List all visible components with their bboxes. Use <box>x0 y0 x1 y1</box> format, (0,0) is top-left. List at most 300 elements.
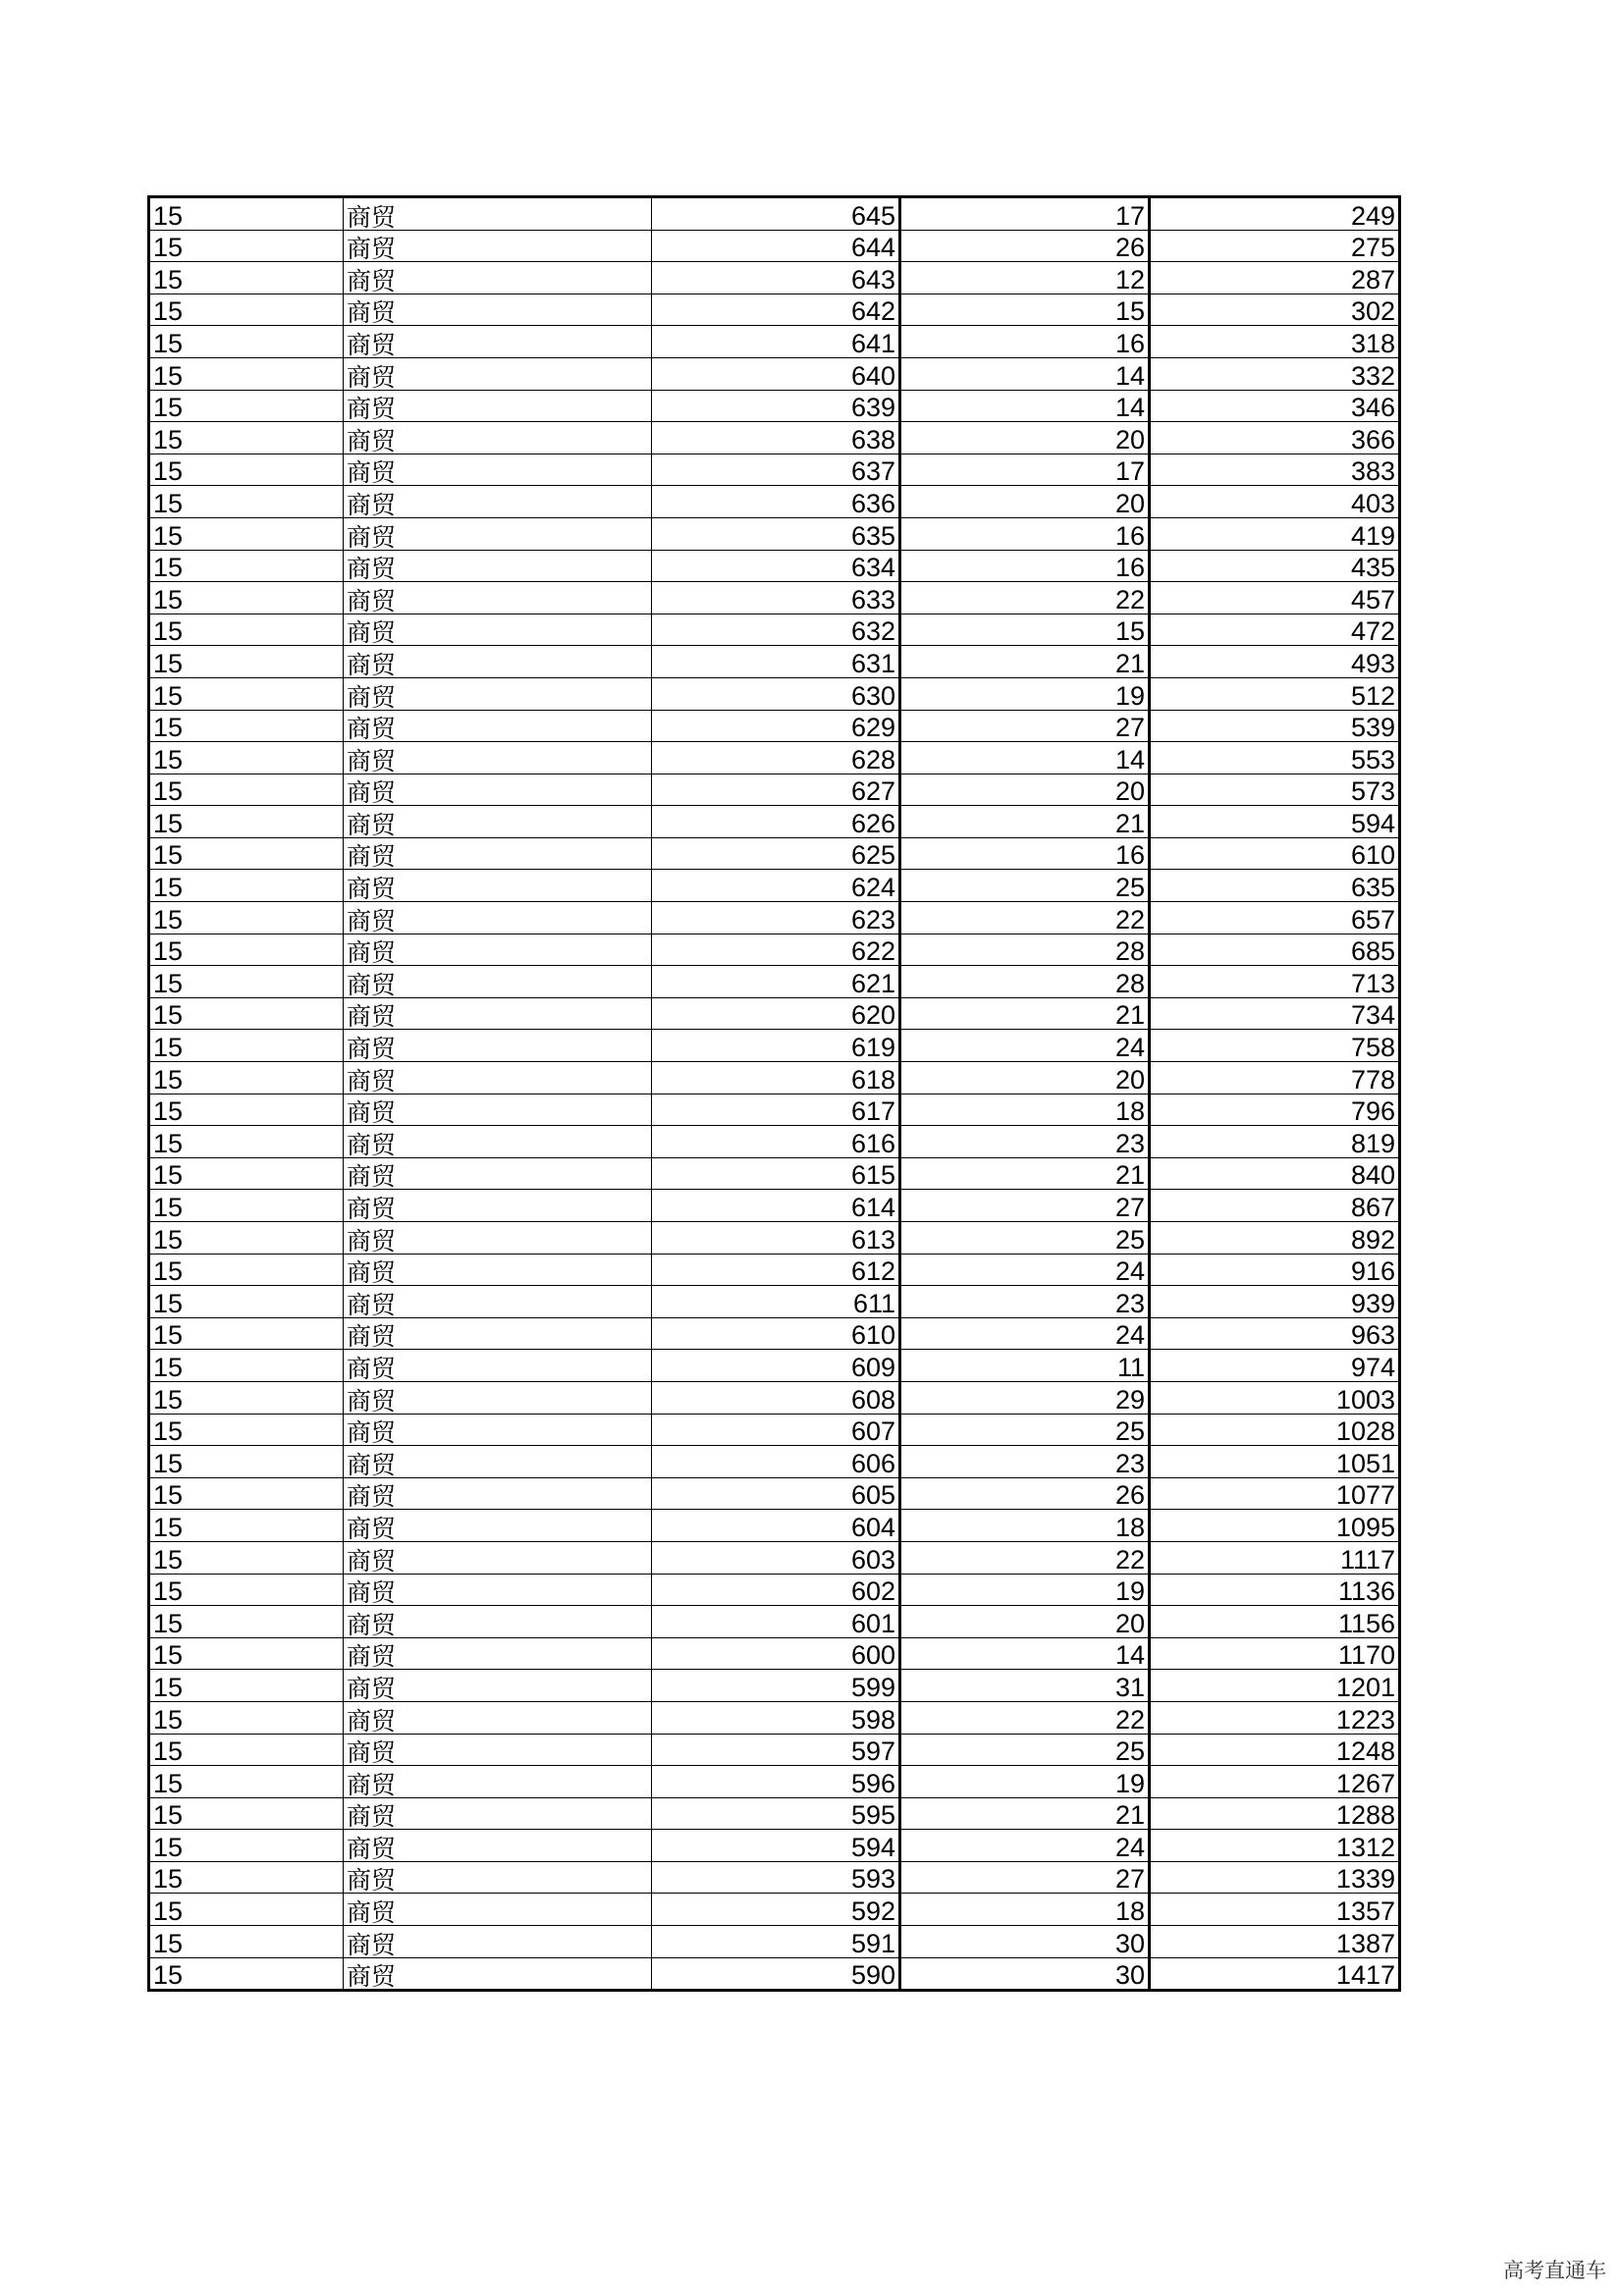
cell-score: 644 <box>652 230 900 262</box>
cell-cumulative: 610 <box>1150 837 1400 870</box>
cell-category: 商贸 <box>344 1477 652 1510</box>
cell-count: 21 <box>900 646 1150 678</box>
cell-category: 商贸 <box>344 934 652 966</box>
cell-category: 商贸 <box>344 1222 652 1255</box>
cell-count: 27 <box>900 1190 1150 1222</box>
table-row <box>149 454 1400 486</box>
table-row <box>149 774 1400 806</box>
cell-category: 商贸 <box>344 1157 652 1190</box>
cell-score: 640 <box>652 357 900 390</box>
cell-cumulative: 867 <box>1150 1190 1400 1222</box>
cell-code: 15 <box>149 517 344 550</box>
cell-code: 15 <box>149 1670 344 1702</box>
cell-code: 15 <box>149 454 344 486</box>
table-row <box>149 357 1400 390</box>
cell-score: 591 <box>652 1926 900 1958</box>
table-row <box>149 1414 1400 1446</box>
cell-count: 15 <box>900 294 1150 326</box>
cell-category: 商贸 <box>344 1574 652 1606</box>
table-row <box>149 1030 1400 1062</box>
cell-code: 15 <box>149 870 344 902</box>
table-row <box>149 390 1400 422</box>
table-row <box>149 517 1400 550</box>
table-row <box>149 742 1400 774</box>
cell-score: 625 <box>652 837 900 870</box>
cell-count: 24 <box>900 1830 1150 1862</box>
cell-count: 17 <box>900 454 1150 486</box>
cell-count: 27 <box>900 710 1150 742</box>
cell-score: 641 <box>652 326 900 358</box>
cell-category: 商贸 <box>344 1957 652 1991</box>
cell-code: 15 <box>149 1414 344 1446</box>
table-row <box>149 1126 1400 1158</box>
cell-cumulative: 275 <box>1150 230 1400 262</box>
table-row <box>149 1606 1400 1638</box>
cell-code: 15 <box>149 1030 344 1062</box>
cell-category: 商贸 <box>344 614 652 646</box>
cell-category: 商贸 <box>344 997 652 1030</box>
cell-category: 商贸 <box>344 326 652 358</box>
cell-count: 16 <box>900 550 1150 582</box>
cell-score: 596 <box>652 1766 900 1798</box>
cell-score: 631 <box>652 646 900 678</box>
cell-count: 16 <box>900 326 1150 358</box>
cell-count: 20 <box>900 1606 1150 1638</box>
cell-count: 28 <box>900 966 1150 998</box>
cell-score: 592 <box>652 1894 900 1926</box>
cell-score: 636 <box>652 486 900 518</box>
cell-category: 商贸 <box>344 1670 652 1702</box>
cell-count: 25 <box>900 1734 1150 1766</box>
cell-count: 20 <box>900 774 1150 806</box>
cell-cumulative: 493 <box>1150 646 1400 678</box>
cell-cumulative: 553 <box>1150 742 1400 774</box>
cell-count: 21 <box>900 1157 1150 1190</box>
cell-cumulative: 1288 <box>1150 1797 1400 1830</box>
cell-category: 商贸 <box>344 646 652 678</box>
cell-code: 15 <box>149 934 344 966</box>
table-row <box>149 197 1400 231</box>
table-row <box>149 837 1400 870</box>
table-row <box>149 1381 1400 1414</box>
cell-category: 商贸 <box>344 1797 652 1830</box>
cell-code: 15 <box>149 1477 344 1510</box>
cell-code: 15 <box>149 1894 344 1926</box>
cell-count: 26 <box>900 230 1150 262</box>
cell-score: 638 <box>652 422 900 454</box>
cell-cumulative: 840 <box>1150 1157 1400 1190</box>
cell-code: 15 <box>149 422 344 454</box>
cell-code: 15 <box>149 1541 344 1574</box>
cell-category: 商贸 <box>344 197 652 231</box>
cell-cumulative: 635 <box>1150 870 1400 902</box>
cell-code: 15 <box>149 837 344 870</box>
cell-code: 15 <box>149 1766 344 1798</box>
cell-cumulative: 539 <box>1150 710 1400 742</box>
cell-category: 商贸 <box>344 1254 652 1286</box>
table-row <box>149 614 1400 646</box>
table-row <box>149 997 1400 1030</box>
table-row <box>149 486 1400 518</box>
cell-score: 613 <box>652 1222 900 1255</box>
cell-score: 628 <box>652 742 900 774</box>
cell-cumulative: 758 <box>1150 1030 1400 1062</box>
cell-category: 商贸 <box>344 1126 652 1158</box>
cell-cumulative: 778 <box>1150 1062 1400 1095</box>
cell-score: 642 <box>652 294 900 326</box>
cell-category: 商贸 <box>344 1510 652 1542</box>
cell-cumulative: 1095 <box>1150 1510 1400 1542</box>
cell-code: 15 <box>149 1734 344 1766</box>
cell-score: 624 <box>652 870 900 902</box>
cell-cumulative: 916 <box>1150 1254 1400 1286</box>
cell-cumulative: 302 <box>1150 294 1400 326</box>
cell-category: 商贸 <box>344 710 652 742</box>
cell-code: 15 <box>149 1381 344 1414</box>
cell-cumulative: 796 <box>1150 1094 1400 1126</box>
table-row <box>149 1157 1400 1190</box>
cell-cumulative: 512 <box>1150 677 1400 710</box>
cell-count: 14 <box>900 742 1150 774</box>
cell-category: 商贸 <box>344 550 652 582</box>
cell-category: 商贸 <box>344 390 652 422</box>
cell-score: 627 <box>652 774 900 806</box>
cell-cumulative: 1028 <box>1150 1414 1400 1446</box>
cell-score: 637 <box>652 454 900 486</box>
cell-category: 商贸 <box>344 1766 652 1798</box>
table-row <box>149 1222 1400 1255</box>
cell-count: 14 <box>900 357 1150 390</box>
cell-cumulative: 734 <box>1150 997 1400 1030</box>
cell-cumulative: 1339 <box>1150 1861 1400 1894</box>
cell-score: 597 <box>652 1734 900 1766</box>
cell-count: 20 <box>900 1062 1150 1095</box>
cell-cumulative: 435 <box>1150 550 1400 582</box>
table-row <box>149 870 1400 902</box>
cell-score: 603 <box>652 1541 900 1574</box>
watermark: 高考直通车 <box>1503 2259 1606 2282</box>
table-row <box>149 422 1400 454</box>
table-row <box>149 582 1400 614</box>
table-row <box>149 1477 1400 1510</box>
cell-category: 商贸 <box>344 262 652 294</box>
cell-count: 22 <box>900 1701 1150 1734</box>
cell-code: 15 <box>149 614 344 646</box>
table-row <box>149 710 1400 742</box>
cell-cumulative: 713 <box>1150 966 1400 998</box>
table-row <box>149 1317 1400 1350</box>
cell-cumulative: 383 <box>1150 454 1400 486</box>
cell-score: 614 <box>652 1190 900 1222</box>
cell-code: 15 <box>149 677 344 710</box>
cell-count: 18 <box>900 1894 1150 1926</box>
cell-cumulative: 1312 <box>1150 1830 1400 1862</box>
cell-score: 609 <box>652 1350 900 1382</box>
cell-category: 商贸 <box>344 422 652 454</box>
cell-cumulative: 346 <box>1150 390 1400 422</box>
table-row <box>149 294 1400 326</box>
cell-score: 598 <box>652 1701 900 1734</box>
cell-count: 15 <box>900 614 1150 646</box>
cell-score: 645 <box>652 197 900 231</box>
cell-count: 22 <box>900 582 1150 614</box>
cell-score: 618 <box>652 1062 900 1095</box>
cell-count: 14 <box>900 1637 1150 1670</box>
cell-cumulative: 1223 <box>1150 1701 1400 1734</box>
cell-score: 633 <box>652 582 900 614</box>
cell-category: 商贸 <box>344 1637 652 1670</box>
cell-cumulative: 657 <box>1150 902 1400 934</box>
cell-count: 11 <box>900 1350 1150 1382</box>
cell-cumulative: 939 <box>1150 1286 1400 1318</box>
cell-cumulative: 472 <box>1150 614 1400 646</box>
cell-code: 15 <box>149 486 344 518</box>
cell-score: 630 <box>652 677 900 710</box>
cell-count: 24 <box>900 1030 1150 1062</box>
cell-category: 商贸 <box>344 902 652 934</box>
cell-score: 621 <box>652 966 900 998</box>
table-row <box>149 1701 1400 1734</box>
cell-count: 22 <box>900 902 1150 934</box>
cell-cumulative: 1357 <box>1150 1894 1400 1926</box>
cell-cumulative: 457 <box>1150 582 1400 614</box>
cell-cumulative: 1248 <box>1150 1734 1400 1766</box>
cell-category: 商贸 <box>344 1350 652 1382</box>
cell-code: 15 <box>149 230 344 262</box>
cell-count: 23 <box>900 1286 1150 1318</box>
table-row <box>149 1062 1400 1095</box>
cell-count: 25 <box>900 870 1150 902</box>
cell-score: 610 <box>652 1317 900 1350</box>
cell-category: 商贸 <box>344 1286 652 1318</box>
cell-code: 15 <box>149 1317 344 1350</box>
cell-code: 15 <box>149 1574 344 1606</box>
cell-score: 635 <box>652 517 900 550</box>
cell-count: 29 <box>900 1381 1150 1414</box>
cell-code: 15 <box>149 1926 344 1958</box>
cell-cumulative: 1417 <box>1150 1957 1400 1991</box>
cell-score: 632 <box>652 614 900 646</box>
cell-code: 15 <box>149 774 344 806</box>
cell-cumulative: 1267 <box>1150 1766 1400 1798</box>
cell-count: 28 <box>900 934 1150 966</box>
table-row <box>149 1446 1400 1478</box>
cell-score: 601 <box>652 1606 900 1638</box>
cell-score: 604 <box>652 1510 900 1542</box>
table-row <box>149 230 1400 262</box>
cell-cumulative: 594 <box>1150 806 1400 838</box>
cell-code: 15 <box>149 646 344 678</box>
cell-cumulative: 332 <box>1150 357 1400 390</box>
cell-code: 15 <box>149 1190 344 1222</box>
cell-count: 25 <box>900 1414 1150 1446</box>
cell-count: 21 <box>900 806 1150 838</box>
cell-code: 15 <box>149 1126 344 1158</box>
table-row <box>149 902 1400 934</box>
cell-category: 商贸 <box>344 1190 652 1222</box>
cell-code: 15 <box>149 1446 344 1478</box>
cell-category: 商贸 <box>344 837 652 870</box>
cell-code: 15 <box>149 966 344 998</box>
cell-count: 24 <box>900 1317 1150 1350</box>
cell-category: 商贸 <box>344 1062 652 1095</box>
cell-code: 15 <box>149 902 344 934</box>
cell-cumulative: 1201 <box>1150 1670 1400 1702</box>
table-row <box>149 262 1400 294</box>
cell-cumulative: 1003 <box>1150 1381 1400 1414</box>
cell-count: 21 <box>900 997 1150 1030</box>
cell-code: 15 <box>149 1350 344 1382</box>
cell-count: 20 <box>900 422 1150 454</box>
cell-count: 18 <box>900 1510 1150 1542</box>
cell-score: 626 <box>652 806 900 838</box>
table-row <box>149 1541 1400 1574</box>
cell-code: 15 <box>149 1957 344 1991</box>
cell-code: 15 <box>149 1797 344 1830</box>
cell-code: 15 <box>149 997 344 1030</box>
table-row <box>149 1670 1400 1702</box>
cell-category: 商贸 <box>344 806 652 838</box>
cell-category: 商贸 <box>344 742 652 774</box>
cell-count: 30 <box>900 1957 1150 1991</box>
table-row <box>149 646 1400 678</box>
table-row <box>149 1766 1400 1798</box>
cell-score: 611 <box>652 1286 900 1318</box>
cell-code: 15 <box>149 1701 344 1734</box>
cell-score: 600 <box>652 1637 900 1670</box>
cell-code: 15 <box>149 1094 344 1126</box>
table-row <box>149 1797 1400 1830</box>
cell-count: 21 <box>900 1797 1150 1830</box>
score-table-body <box>149 197 1400 1991</box>
cell-score: 606 <box>652 1446 900 1478</box>
cell-cumulative: 819 <box>1150 1126 1400 1158</box>
cell-category: 商贸 <box>344 1830 652 1862</box>
cell-cumulative: 963 <box>1150 1317 1400 1350</box>
cell-category: 商贸 <box>344 870 652 902</box>
cell-count: 19 <box>900 1574 1150 1606</box>
cell-count: 12 <box>900 262 1150 294</box>
cell-category: 商贸 <box>344 1606 652 1638</box>
cell-category: 商贸 <box>344 966 652 998</box>
cell-cumulative: 1136 <box>1150 1574 1400 1606</box>
table-row <box>149 550 1400 582</box>
cell-code: 15 <box>149 326 344 358</box>
cell-cumulative: 685 <box>1150 934 1400 966</box>
cell-category: 商贸 <box>344 1094 652 1126</box>
cell-score: 599 <box>652 1670 900 1702</box>
cell-score: 615 <box>652 1157 900 1190</box>
table-row <box>149 966 1400 998</box>
cell-count: 16 <box>900 517 1150 550</box>
cell-score: 612 <box>652 1254 900 1286</box>
cell-score: 602 <box>652 1574 900 1606</box>
cell-score: 643 <box>652 262 900 294</box>
cell-cumulative: 1051 <box>1150 1446 1400 1478</box>
cell-category: 商贸 <box>344 1446 652 1478</box>
cell-category: 商贸 <box>344 1926 652 1958</box>
cell-code: 15 <box>149 550 344 582</box>
cell-count: 18 <box>900 1094 1150 1126</box>
score-table <box>147 195 1401 1992</box>
cell-score: 617 <box>652 1094 900 1126</box>
table-row <box>149 934 1400 966</box>
cell-cumulative: 573 <box>1150 774 1400 806</box>
table-row <box>149 1574 1400 1606</box>
cell-code: 15 <box>149 582 344 614</box>
cell-cumulative: 1117 <box>1150 1541 1400 1574</box>
table-row <box>149 1894 1400 1926</box>
cell-cumulative: 974 <box>1150 1350 1400 1382</box>
cell-category: 商贸 <box>344 517 652 550</box>
table-row <box>149 326 1400 358</box>
cell-score: 622 <box>652 934 900 966</box>
cell-code: 15 <box>149 1286 344 1318</box>
cell-code: 15 <box>149 357 344 390</box>
cell-code: 15 <box>149 294 344 326</box>
cell-cumulative: 892 <box>1150 1222 1400 1255</box>
cell-count: 24 <box>900 1254 1150 1286</box>
cell-count: 23 <box>900 1446 1150 1478</box>
cell-count: 16 <box>900 837 1150 870</box>
cell-cumulative: 1170 <box>1150 1637 1400 1670</box>
cell-code: 15 <box>149 1830 344 1862</box>
cell-score: 608 <box>652 1381 900 1414</box>
table-row <box>149 806 1400 838</box>
cell-cumulative: 318 <box>1150 326 1400 358</box>
cell-score: 607 <box>652 1414 900 1446</box>
table-row <box>149 1957 1400 1991</box>
cell-code: 15 <box>149 742 344 774</box>
cell-cumulative: 249 <box>1150 197 1400 231</box>
cell-category: 商贸 <box>344 294 652 326</box>
cell-score: 620 <box>652 997 900 1030</box>
cell-score: 594 <box>652 1830 900 1862</box>
cell-cumulative: 419 <box>1150 517 1400 550</box>
table-row <box>149 1350 1400 1382</box>
cell-category: 商贸 <box>344 774 652 806</box>
cell-cumulative: 1077 <box>1150 1477 1400 1510</box>
cell-category: 商贸 <box>344 1414 652 1446</box>
cell-cumulative: 287 <box>1150 262 1400 294</box>
cell-category: 商贸 <box>344 357 652 390</box>
cell-score: 629 <box>652 710 900 742</box>
table-row <box>149 1190 1400 1222</box>
cell-category: 商贸 <box>344 486 652 518</box>
table-row <box>149 1734 1400 1766</box>
cell-count: 27 <box>900 1861 1150 1894</box>
cell-cumulative: 366 <box>1150 422 1400 454</box>
cell-count: 30 <box>900 1926 1150 1958</box>
cell-category: 商贸 <box>344 230 652 262</box>
cell-score: 639 <box>652 390 900 422</box>
cell-count: 17 <box>900 197 1150 231</box>
table-row <box>149 1861 1400 1894</box>
cell-score: 634 <box>652 550 900 582</box>
cell-code: 15 <box>149 710 344 742</box>
table-row <box>149 1094 1400 1126</box>
cell-count: 19 <box>900 1766 1150 1798</box>
cell-code: 15 <box>149 1222 344 1255</box>
cell-score: 623 <box>652 902 900 934</box>
cell-count: 19 <box>900 677 1150 710</box>
cell-score: 590 <box>652 1957 900 1991</box>
cell-category: 商贸 <box>344 1701 652 1734</box>
cell-category: 商贸 <box>344 1894 652 1926</box>
cell-code: 15 <box>149 390 344 422</box>
cell-code: 15 <box>149 1157 344 1190</box>
cell-category: 商贸 <box>344 582 652 614</box>
